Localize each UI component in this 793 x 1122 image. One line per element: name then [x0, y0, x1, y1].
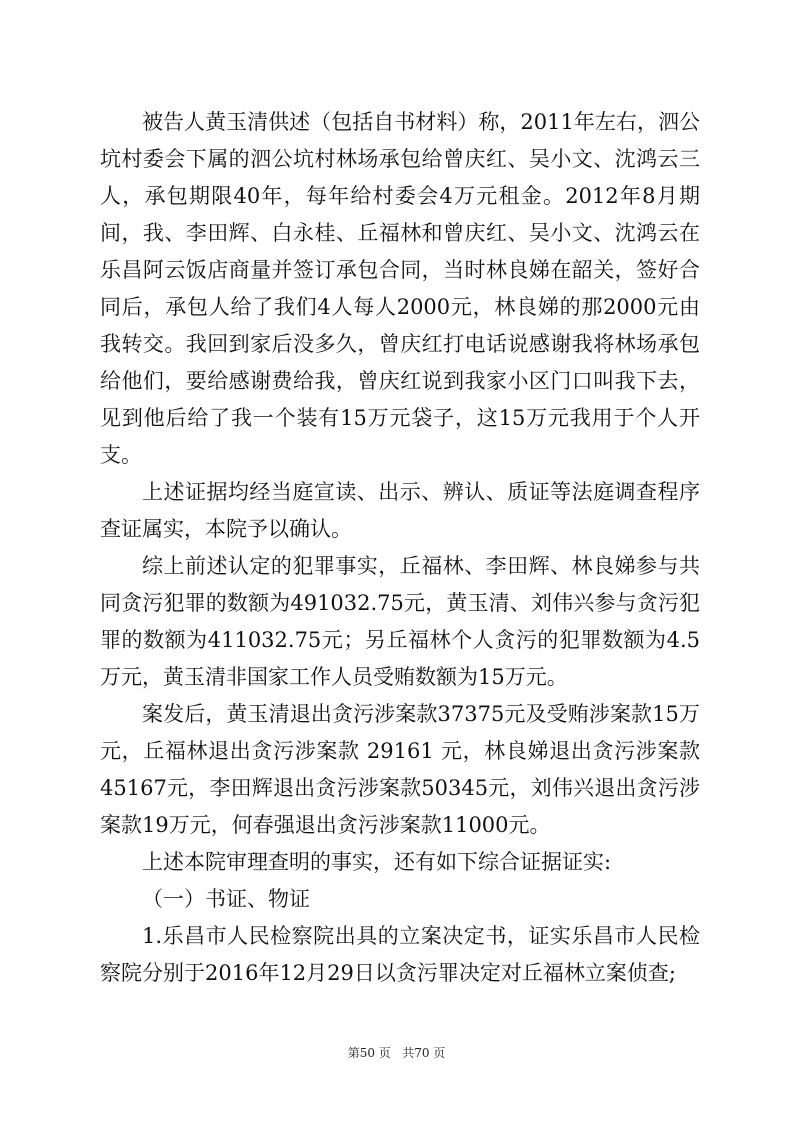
paragraph-restitution: 案发后，黄玉清退出贪污涉案款37375元及受贿涉案款15万元，丘福林退出贪污涉案款 29161 元，林良娣退出贪污涉案款45167元，李田辉退出贪污涉案款50345元，刘伟兴退出贪污涉案款19万元，何春强退出贪污涉案款11000元。 — [100, 702, 700, 837]
section-heading-documentary-evidence: （一）书证、物证 — [142, 887, 310, 911]
paragraph-evidence-item-1: 1.乐昌市人民检察院出具的立案决定书，证实乐昌市人民检察院分别于2016年12月29日以贪污罪决定对丘福林立案侦查; — [100, 924, 700, 985]
paragraph-crime-amounts: 综上前述认定的犯罪事实，丘福林、李田辉、林良娣参与共同贪污犯罪的数额为491032.75元，黄玉清、刘伟兴参与贪污犯罪的数额为411032.75元；另丘福林个人贪污的犯罪数额为4.5万元，黄玉清非国家工作人员受贿数额为15万元。 — [100, 554, 700, 689]
page-number-footer: 第50 页 共70 页 — [347, 1046, 446, 1060]
document-body — [100, 104, 700, 992]
paragraph-evidence-confirmed: 上述证据均经当庭宣读、出示、辨认、质证等法庭调查程序查证属实，本院予以确认。 — [100, 480, 700, 541]
paragraph-defendant-statement: 被告人黄玉清供述（包括自书材料）称，2011年左右，泗公坑村委会下属的泗公坑村林场承包给曾庆红、吴小文、沈鸿云三人，承包期限40年，每年给村委会4万元租金。2012年8月期间，我、李田辉、白永桂、丘福林和曾庆红、吴小文、沈鸿云在乐昌阿云饭店商量并签订承包合同，当时林良娣在韶关，签好合同后，承包人给了我们4人每人2000元，林良娣的那2000元由我转交。我回到家后没多久，曾庆红打电话说感谢我将林场承包给他们，要给感谢费给我，曾庆红说到我家小区门口叫我下去，见到他后给了我一个装有15万元袋子，这15万元我用于个人开支。 — [100, 110, 700, 467]
paragraph-evidence-intro: 上述本院审理查明的事实，还有如下综合证据证实: — [142, 850, 612, 874]
